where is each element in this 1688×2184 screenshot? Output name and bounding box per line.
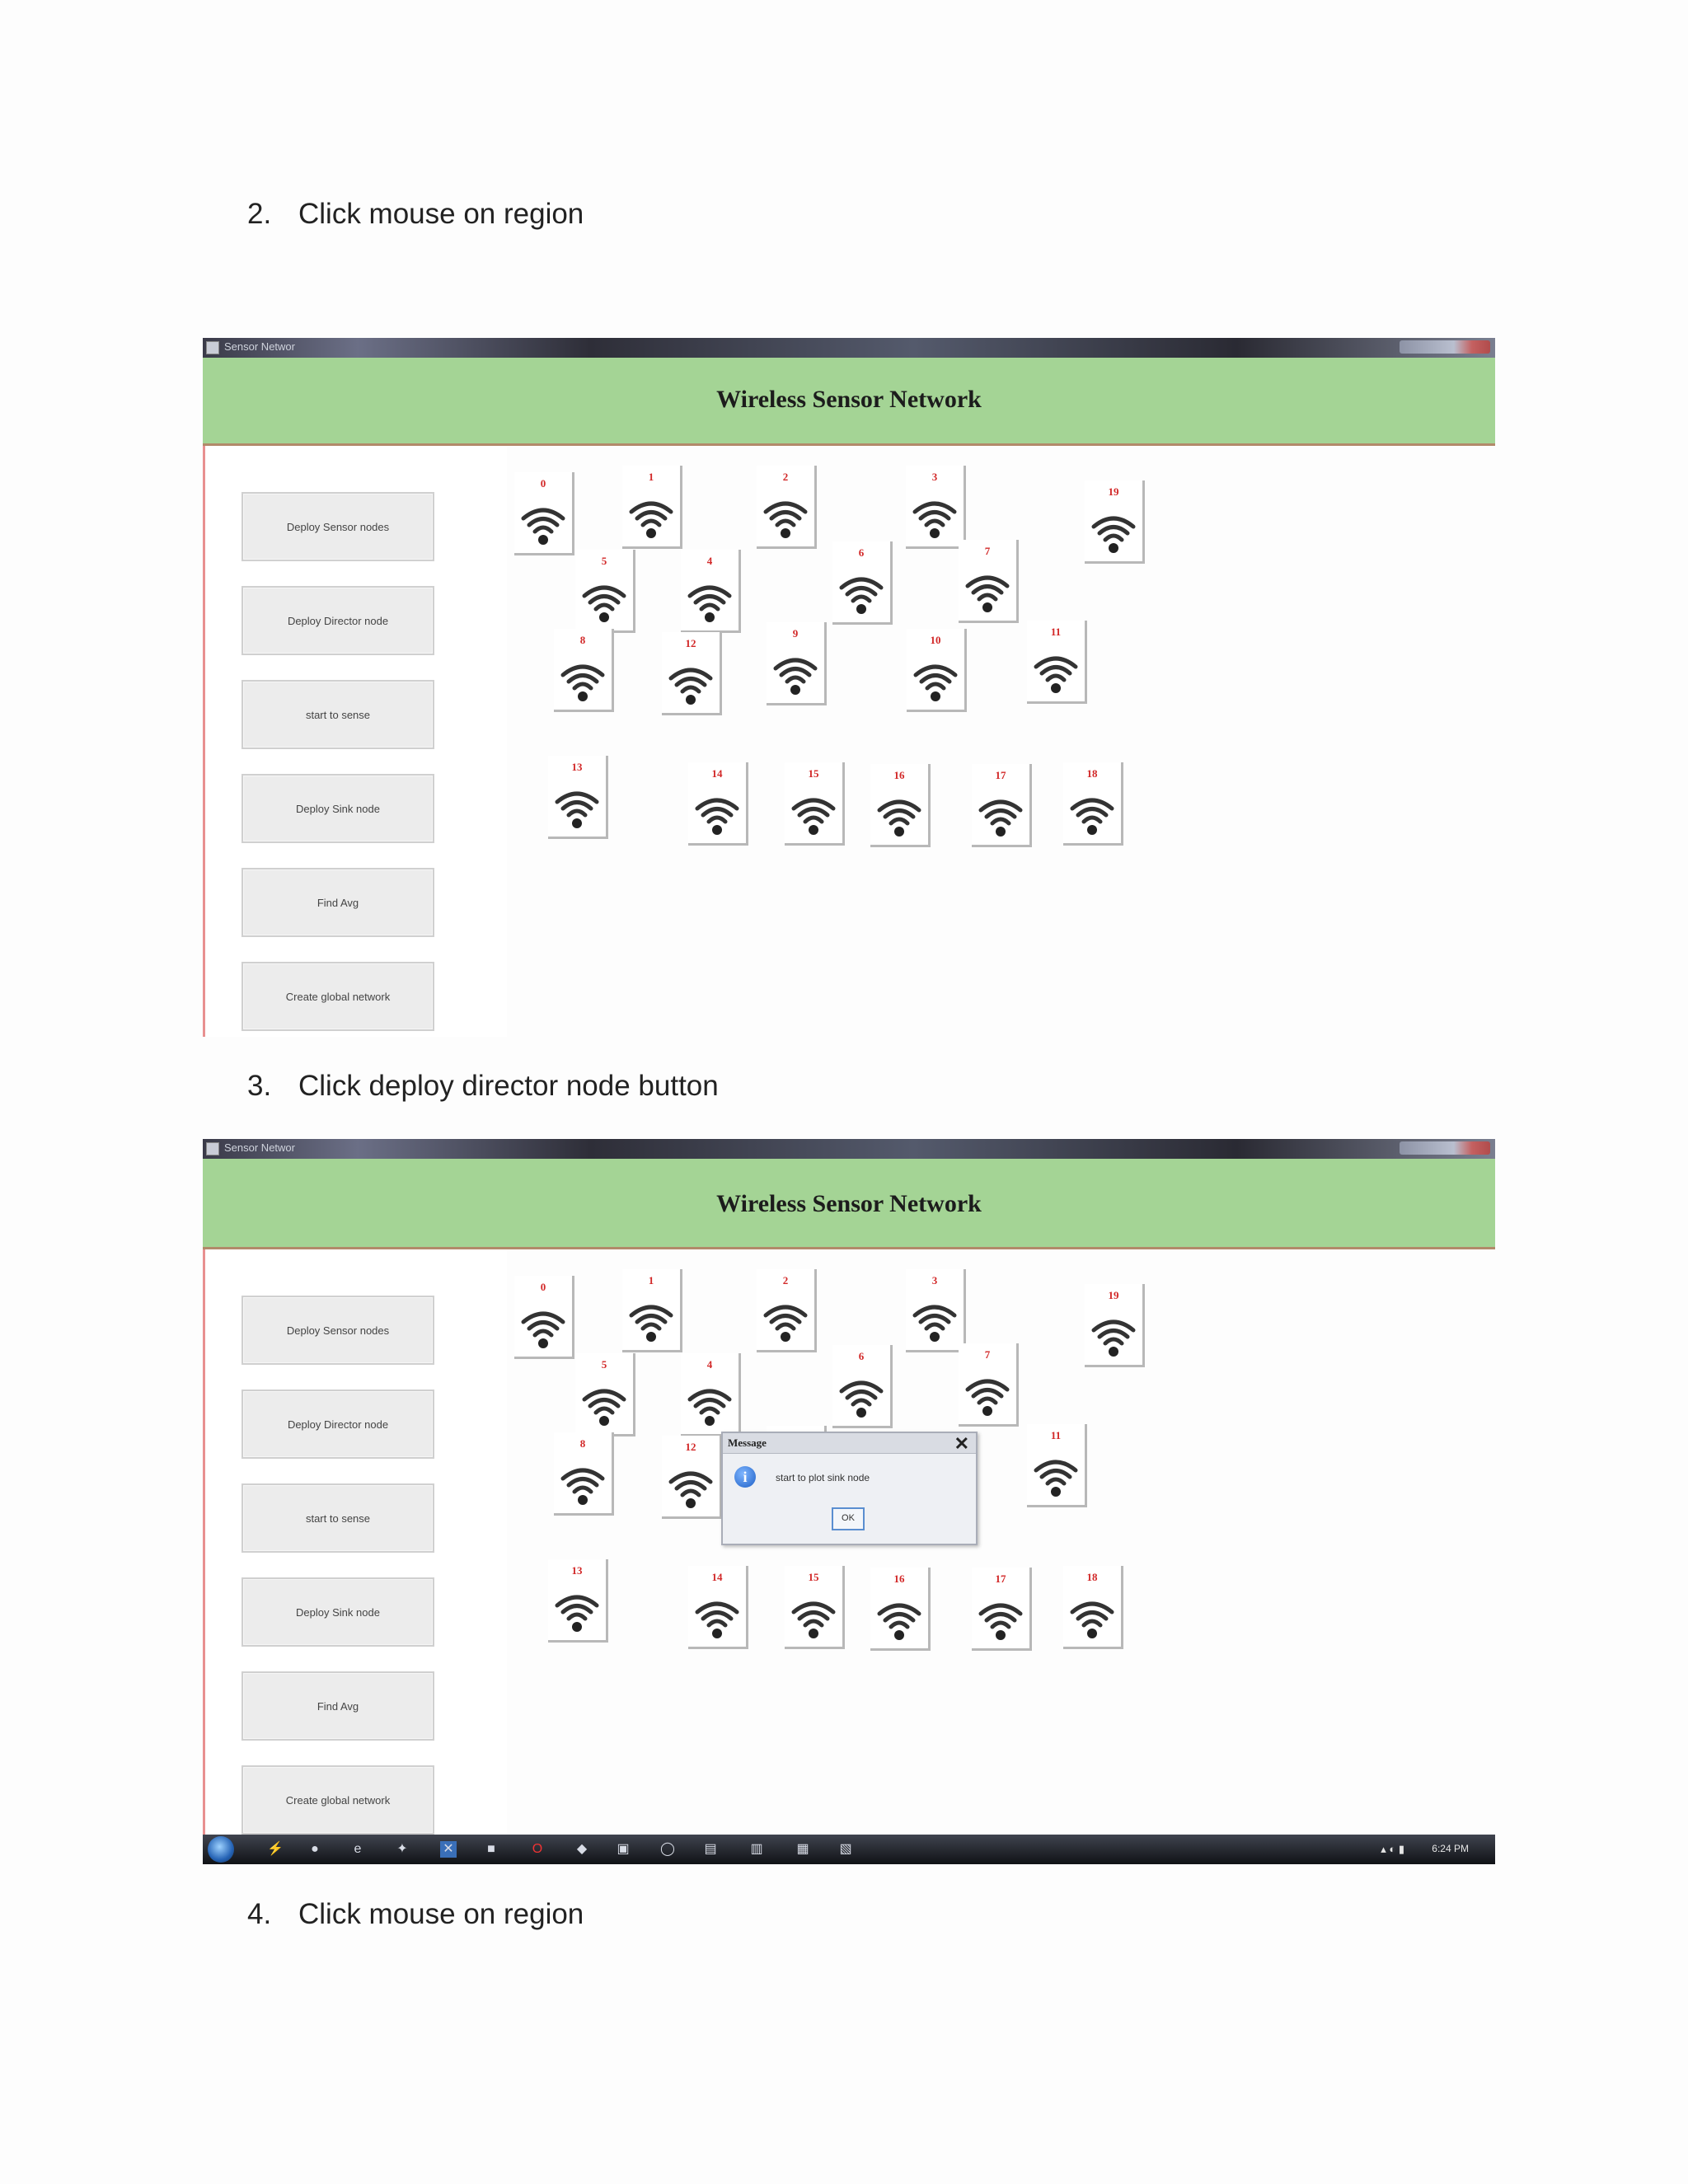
node-label: 14 [711, 767, 723, 780]
step-text: Click deploy director node button [298, 1070, 719, 1102]
deploy-director-node-button[interactable]: Deploy Director node [241, 1390, 434, 1459]
app-screenshot-1 [203, 338, 1495, 1037]
app-header [203, 358, 1495, 446]
app-icon[interactable]: ⚡ [267, 1842, 284, 1856]
sensor-node[interactable] [622, 466, 682, 549]
window-controls[interactable] [1400, 1141, 1490, 1155]
node-label: 3 [931, 1274, 938, 1286]
node-label: 17 [995, 769, 1006, 781]
sensor-node[interactable] [688, 1566, 748, 1649]
start-to-sense-button[interactable]: start to sense [241, 1483, 434, 1553]
window-icon [206, 341, 219, 354]
dialog-titlebar [723, 1433, 976, 1454]
sensor-node[interactable] [906, 466, 966, 549]
create-global-network-button[interactable]: Create global network [241, 962, 434, 1031]
app-icon[interactable]: ■ [487, 1842, 495, 1856]
system-tray[interactable]: ▴ ◐ ▮ [1381, 1843, 1404, 1855]
taskbar-clock: 6:24 PM [1432, 1843, 1469, 1854]
sensor-node[interactable] [959, 540, 1019, 623]
control-panel [203, 446, 509, 1037]
app-icon[interactable]: ▤ [704, 1842, 717, 1856]
taskbar [203, 1835, 1495, 1864]
start-button[interactable] [208, 1836, 234, 1863]
node-label: 8 [579, 634, 586, 646]
browser-icon[interactable]: e [354, 1842, 362, 1856]
app-icon[interactable]: ◯ [660, 1842, 675, 1856]
node-label: 15 [808, 1571, 819, 1583]
sensor-node[interactable] [907, 629, 967, 712]
sensor-node[interactable] [514, 1276, 574, 1359]
step-text: Click mouse on region [298, 1898, 584, 1930]
sensor-node[interactable] [1063, 1566, 1123, 1649]
sensor-node[interactable] [514, 472, 574, 555]
window-controls[interactable] [1400, 340, 1490, 354]
close-icon[interactable]: ✕ [954, 1433, 969, 1454]
deploy-sink-node-button[interactable]: Deploy Sink node [241, 1577, 434, 1647]
start-to-sense-button[interactable]: start to sense [241, 680, 434, 749]
node-label: 13 [571, 761, 583, 773]
app-icon[interactable]: ◆ [576, 1842, 588, 1856]
node-label: 6 [858, 1350, 865, 1362]
node-label: 5 [601, 1358, 607, 1371]
node-label: 16 [893, 1572, 905, 1585]
node-label: 1 [648, 1274, 654, 1286]
node-label: 18 [1086, 767, 1098, 780]
sensor-node[interactable] [681, 1353, 741, 1436]
deploy-sink-node-button[interactable]: Deploy Sink node [241, 774, 434, 843]
info-icon: i [734, 1466, 756, 1488]
sensor-node[interactable] [959, 1343, 1019, 1427]
node-label: 11 [1050, 626, 1062, 638]
sensor-node[interactable] [785, 1566, 845, 1649]
sensor-node[interactable] [757, 1269, 817, 1352]
node-label: 11 [1050, 1429, 1062, 1441]
deployment-region[interactable] [507, 446, 1495, 1037]
app-icon[interactable]: ● [311, 1842, 319, 1856]
deploy-sensor-nodes-button[interactable]: Deploy Sensor nodes [241, 1296, 434, 1365]
sensor-node[interactable] [1085, 1284, 1145, 1367]
sensor-node[interactable] [1085, 480, 1145, 564]
create-global-network-button[interactable]: Create global network [241, 1765, 434, 1835]
node-label: 1 [648, 471, 654, 483]
app-icon[interactable]: ▣ [617, 1842, 630, 1856]
app-icon[interactable]: ▦ [796, 1842, 809, 1856]
node-label: 4 [706, 555, 713, 567]
step-4 [247, 1898, 584, 1931]
node-label: 12 [685, 1441, 696, 1453]
app-icon[interactable]: ▥ [750, 1842, 763, 1856]
app-icon[interactable]: ✕ [440, 1841, 457, 1858]
node-label: 6 [858, 546, 865, 559]
node-label: 3 [931, 471, 938, 483]
app-title: Wireless Sensor Network [716, 1190, 982, 1217]
app-icon[interactable]: O [532, 1842, 543, 1856]
sensor-node[interactable] [906, 1269, 966, 1352]
deploy-sensor-nodes-button[interactable]: Deploy Sensor nodes [241, 492, 434, 561]
node-label: 10 [930, 634, 941, 646]
step-2 [247, 198, 584, 231]
sensor-node[interactable] [972, 764, 1032, 847]
node-label: 13 [571, 1564, 583, 1577]
sensor-node[interactable] [832, 1345, 893, 1428]
sensor-node[interactable] [662, 1436, 722, 1519]
sensor-node[interactable] [767, 622, 827, 705]
node-label: 7 [984, 545, 991, 557]
node-label: 2 [782, 1274, 789, 1286]
step-3 [247, 1070, 719, 1103]
window-title: Sensor Networ [224, 1141, 295, 1154]
sensor-node[interactable] [757, 466, 817, 549]
app-title: Wireless Sensor Network [716, 386, 982, 413]
sensor-node[interactable] [870, 764, 931, 847]
sensor-node[interactable] [832, 541, 893, 625]
deployment-region[interactable] [507, 1249, 1495, 1835]
sensor-node[interactable] [554, 1432, 614, 1516]
node-label: 19 [1108, 485, 1119, 498]
node-label: 15 [808, 767, 819, 780]
sensor-node[interactable] [1027, 1424, 1087, 1507]
node-label: 17 [995, 1572, 1006, 1585]
node-label: 18 [1086, 1571, 1098, 1583]
dialog-message: start to plot sink node [776, 1472, 870, 1483]
sensor-node[interactable] [688, 762, 748, 846]
sensor-node[interactable] [1027, 621, 1087, 704]
sensor-node[interactable] [575, 550, 635, 633]
sensor-node[interactable] [548, 1559, 608, 1643]
dialog-title: Message [728, 1436, 767, 1449]
ok-button[interactable]: OK [832, 1507, 865, 1530]
app-icon[interactable]: ✦ [396, 1842, 408, 1856]
step-number: 3. [247, 1070, 272, 1102]
node-label: 19 [1108, 1289, 1119, 1301]
sensor-node[interactable] [575, 1353, 635, 1436]
step-number: 4. [247, 1898, 272, 1930]
sensor-node[interactable] [554, 629, 614, 712]
window-title: Sensor Networ [224, 340, 295, 353]
sensor-node[interactable] [785, 762, 845, 846]
step-text: Click mouse on region [298, 198, 584, 230]
node-label: 16 [893, 769, 905, 781]
window-icon [206, 1142, 219, 1155]
node-label: 12 [685, 637, 696, 649]
message-dialog [721, 1432, 978, 1545]
window-titlebar [203, 1139, 1495, 1159]
sensor-node[interactable] [870, 1568, 931, 1651]
control-panel [203, 1249, 509, 1835]
node-label: 0 [540, 1281, 546, 1293]
node-label: 14 [711, 1571, 723, 1583]
app-screenshot-2 [203, 1139, 1495, 1864]
find-avg-button[interactable]: Find Avg [241, 868, 434, 937]
app-header [203, 1159, 1495, 1249]
window-titlebar [203, 338, 1495, 358]
find-avg-button[interactable]: Find Avg [241, 1671, 434, 1741]
node-label: 7 [984, 1348, 991, 1361]
sensor-node[interactable] [548, 756, 608, 839]
sensor-node[interactable] [1063, 762, 1123, 846]
step-number: 2. [247, 198, 272, 230]
node-label: 9 [792, 627, 799, 640]
node-label: 5 [601, 555, 607, 567]
node-label: 4 [706, 1358, 713, 1371]
sensor-node[interactable] [622, 1269, 682, 1352]
node-label: 2 [782, 471, 789, 483]
sensor-node[interactable] [662, 632, 722, 715]
sensor-node[interactable] [972, 1568, 1032, 1651]
node-label: 8 [579, 1437, 586, 1450]
sensor-node[interactable] [681, 550, 741, 633]
node-label: 0 [540, 477, 546, 490]
deploy-director-node-button[interactable]: Deploy Director node [241, 586, 434, 655]
app-icon[interactable]: ▧ [839, 1842, 852, 1856]
